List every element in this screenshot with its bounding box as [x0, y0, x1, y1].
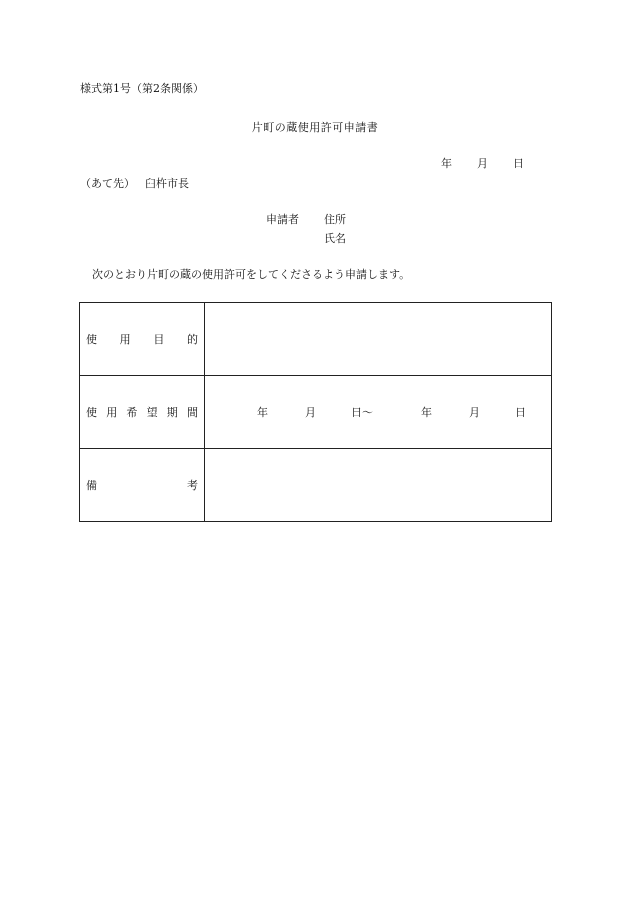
table-row-remarks — [80, 449, 552, 522]
remarks-field[interactable] — [205, 449, 552, 522]
table-row-purpose — [80, 303, 552, 376]
period-char: 用 — [106, 406, 118, 419]
date-line — [441, 155, 524, 171]
addressee-name: 臼杵市長 — [145, 177, 189, 190]
remarks-label-cell — [80, 449, 205, 522]
purpose-char: 的 — [186, 333, 198, 346]
start-day: 日〜 — [351, 406, 373, 419]
period-char: 期 — [166, 406, 178, 419]
period-value — [205, 404, 551, 420]
application-table — [79, 302, 552, 522]
period-char: 希 — [126, 406, 138, 419]
period-label — [80, 404, 204, 420]
remarks-label — [80, 477, 204, 493]
date-day: 日 — [513, 157, 524, 170]
purpose-label — [80, 331, 204, 347]
end-day: 日 — [515, 406, 526, 419]
date-year: 年 — [441, 157, 452, 170]
addressee — [80, 175, 189, 191]
table-row-period — [80, 376, 552, 449]
start-month: 月 — [305, 406, 316, 419]
remarks-char: 備 — [86, 479, 97, 492]
start-year: 年 — [257, 406, 268, 419]
purpose-char: 目 — [153, 333, 165, 346]
name-label: 氏名 — [324, 232, 346, 245]
date-month: 月 — [477, 157, 488, 170]
purpose-field[interactable] — [205, 303, 552, 376]
document-title: 片町の蔵使用許可申請書 — [251, 121, 379, 134]
applicant-label: 申請者 — [266, 213, 299, 226]
period-field[interactable] — [205, 376, 552, 449]
period-char: 望 — [146, 406, 158, 419]
period-char: 使 — [86, 406, 97, 419]
period-label-cell — [80, 376, 205, 449]
end-month: 月 — [469, 406, 480, 419]
form-number: 様式第1号（第2条関係） — [80, 82, 204, 95]
purpose-label-cell — [80, 303, 205, 376]
request-text: 次のとおり片町の蔵の使用許可をしてくださるよう申請します。 — [92, 268, 411, 281]
address-label: 住所 — [324, 213, 346, 226]
purpose-char: 使 — [86, 333, 97, 346]
period-char: 間 — [186, 406, 198, 419]
end-year: 年 — [421, 406, 432, 419]
addressee-label: （あて先） — [80, 177, 135, 190]
remarks-char: 考 — [187, 479, 198, 492]
purpose-char: 用 — [119, 333, 131, 346]
